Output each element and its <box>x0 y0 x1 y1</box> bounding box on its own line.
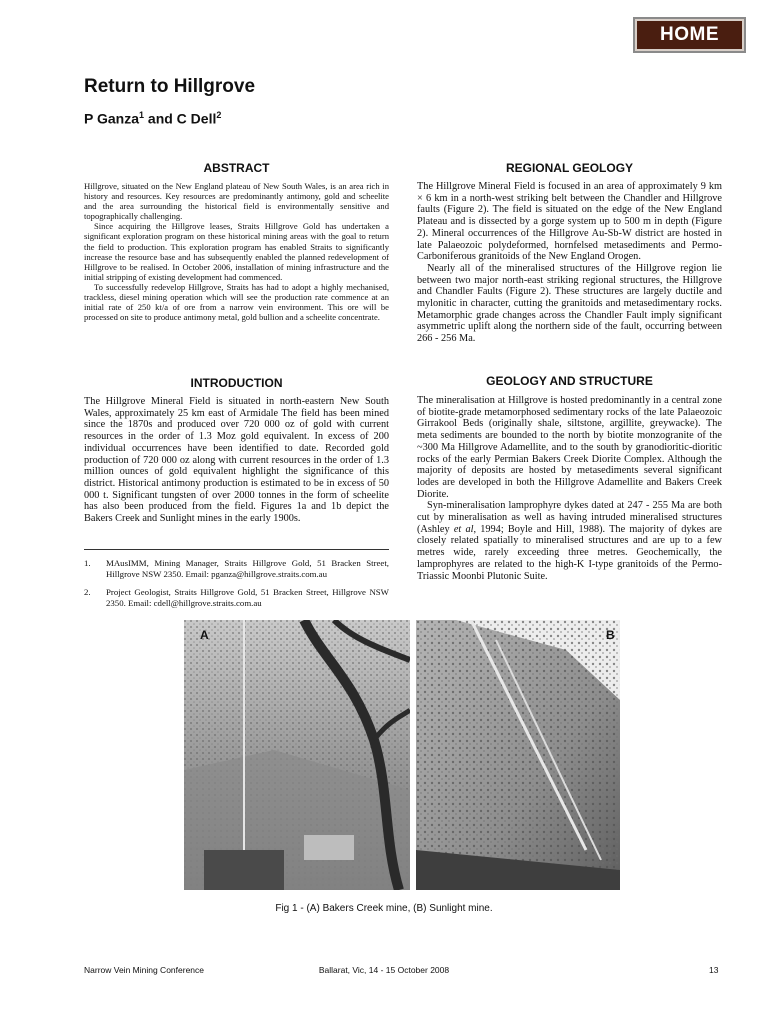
gs-p2-text-b: , 1994; Boyle and Hill, 1988). The majority of dykes are closely related spatially to mineralised structures and are up to a few metres wide, rarely exceeding three metres. Geochemically, the lamprophyres are related to the high-K I-type granitoids of the Permo-Triassic Moonbi Plutonic Suite. <box>417 523 722 582</box>
gs-p2-citation-etal: et al <box>453 523 474 535</box>
gs-p2-text-a: Syn-mineralisation lamprophyre dykes dated at 247 - 255 Ma are both cut by mineralisation as well as having intruded mineralised structures (Ashley <box>417 500 722 535</box>
regional-geology-section <box>417 181 722 345</box>
paper-title: Return to Hillgrove <box>84 76 256 97</box>
footnote-divider <box>84 549 389 550</box>
author-join: and C Dell <box>144 110 217 127</box>
footnote-1-number: 1. <box>84 558 91 568</box>
abstract-paragraph-3: To successfully redevelop Hillgrove, Straits has had to adopt a highly mechanised, trackless, diesel mining operation which will see the production rate commence at an initial rate of 250 kt/a of ore from a narrow vein environment. This ore will be processed on site to produce antimony metal, gold bullion and a scheelite concentrate. <box>84 281 389 323</box>
photo-bakers-creek-mine <box>184 620 410 890</box>
footnote-1 <box>84 558 389 579</box>
footer-conference: Narrow Vein Mining Conference <box>84 965 205 975</box>
footnote-2-text: Project Geologist, Straits Hillgrove Gold, 51 Bracken Street, Hillgrove NSW 2350. Email: cdell@hillgrove.straits.com.au <box>106 587 389 608</box>
geology-structure-section <box>417 395 722 582</box>
geology-structure-paragraph-2 <box>417 500 722 582</box>
photo-sunlight-mine <box>416 620 620 890</box>
author-1-affiliation: 1 <box>139 110 145 120</box>
home-button[interactable]: HOME <box>633 17 746 53</box>
regional-geology-paragraph-2: Nearly all of the mineralised structures of the Hillgrove region lie between two major north-east striking regional structures, the Hillgrove and Chandler Faults (Figure 2). These structures are largely ductile and mylonitic in character, cutting the granitoids and metasedimentary rocks. Metamorphic grade changes across the Chandler Fault imply significant asymmetric uplift along the northern side of the fault, occurring between 266 - 256 Ma. <box>417 262 722 345</box>
figure-caption <box>0 903 768 914</box>
author-2-affiliation: 2 <box>216 110 222 120</box>
author-1: P Ganza <box>84 110 139 127</box>
authors <box>84 110 221 127</box>
footnote-2 <box>84 587 389 608</box>
figure-caption-number: Fig 1 <box>275 903 298 914</box>
regional-geology-heading: REGIONAL GEOLOGY <box>505 161 634 175</box>
figure-label-b: B <box>606 628 615 642</box>
footer-page-number: 13 <box>709 965 719 975</box>
geology-structure-heading: GEOLOGY AND STRUCTURE <box>486 374 653 388</box>
introduction-heading: INTRODUCTION <box>190 376 283 390</box>
abstract-paragraph-2: Since acquiring the Hillgrove leases, Straits Hillgrove Gold has undertaken a significant exploration program on these historical mining areas with the goal to return the field to production. This exploration program has enabled Straits to significantly increase the resource base and has subsequently enabled the planned redevelopment of Hillgrove to be realised. In October 2006, installation of mining infrastructure and the initial stripping of existing development had commenced. <box>84 221 389 282</box>
footnote-1-text: MAusIMM, Mining Manager, Straits Hillgrove Gold, 51 Bracken Street, Hillgrove NSW 2350. Email: pganza@hillgrove.straits.com.au <box>106 558 389 579</box>
abstract-section <box>84 181 389 322</box>
abstract-paragraph-1: Hillgrove, situated on the New England plateau of New South Wales, is an area rich in history and resources. Key resources are predominantly antimony, gold and scheelite and the area surrounding the historical field is environmentally sensitive and topographically challenging. <box>84 181 389 222</box>
abstract-heading: ABSTRACT <box>203 161 270 175</box>
introduction-paragraph: The Hillgrove Mineral Field is situated in north-eastern New South Wales, approximately 25 km east of Armidale The field has been mined since the 1870s and produced over 720 000 oz of gold with current resources in the order of 1.3 Moz gold equivalent. In excess of 200 individual occurrences have been identified to date. Recorded gold production of 720 000 oz along with current resources in the order of 1.3 million ounces of gold equivalent highlight the significance of this district. Historical antimony production is estimated to be in excess of 50 000 t. Significant tungsten of over 2000 tonnes in the form of scheelite has also been produced from the field. Figures 1a and 1b depict the Bakers Creek and Sunlight mines in the early 1900s. <box>84 396 389 525</box>
introduction-section <box>84 396 389 525</box>
footnote-2-number: 2. <box>84 587 91 597</box>
figure-caption-text: - (A) Bakers Creek mine, (B) Sunlight mine. <box>297 903 493 914</box>
geology-structure-paragraph-1: The mineralisation at Hillgrove is hosted predominantly in a central zone of biotite-grade metamorphosed sedimentary rocks of the late Palaeozoic Girrakool Beds (originally shale, siltstone, argillite, greywacke). The meta sediments are bounded to the north by biotite monzogranite of the ~300 Ma Hillgrove Adamellite, and to the south by granodioritic-dioritic rocks of the early Permian Bakers Creek Diorite Complex. Although the majority of deposits are hosted by metasediments several significant lodes are developed in both the Hillgrove Adamellite and Bakers Creek Diorite. <box>417 395 722 500</box>
regional-geology-paragraph-1: The Hillgrove Mineral Field is focused in an area of approximately 9 km × 6 km in a north-west striking belt between the Chandler and Hillgrove faults (Figure 2). The field is situated on the edge of the New England Plateau and is dissected by a gorge system up to 500 m in depth (Figure 2). Mineral occurrences of the Hillgrove Au-Sb-W district are hosted in late Palaeozoic polydeformed, hornfelsed metasediments and Permo-Carboniferous granitoids of the New England Orogen. <box>417 181 722 263</box>
figure-label-a: A <box>200 628 209 642</box>
footer-location-date: Ballarat, Vic, 14 - 15 October 2008 <box>318 965 450 975</box>
